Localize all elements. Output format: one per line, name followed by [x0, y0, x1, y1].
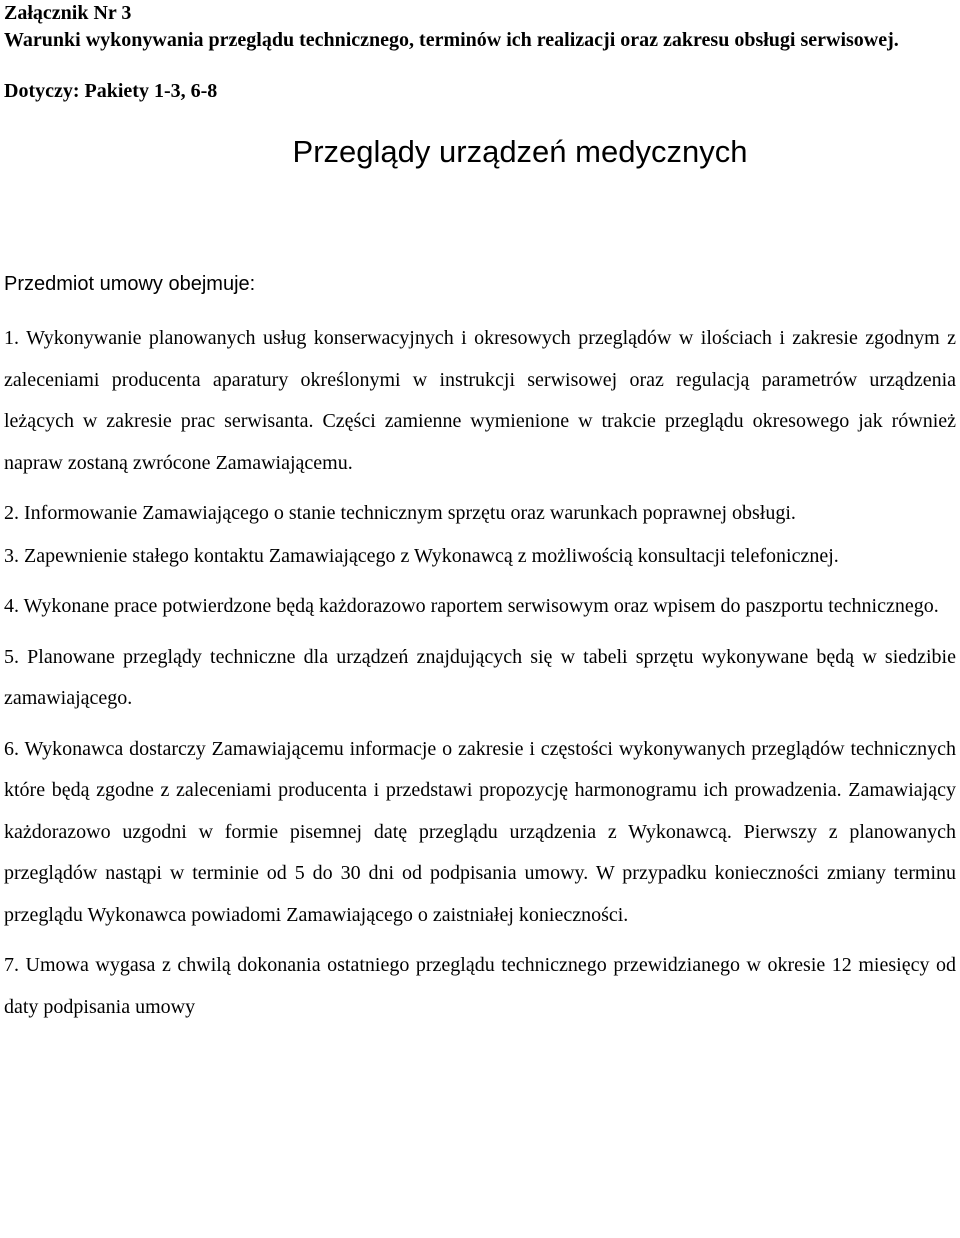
list-item: 2. Informowanie Zamawiającego o stanie technicznym sprzętu oraz warunkach poprawnej obsługi. — [4, 502, 796, 524]
subject-label: Przedmiot umowy obejmuje: — [4, 273, 256, 295]
conditions-list — [4, 318, 956, 1028]
list-item: 3. Zapewnienie stałego kontaktu Zamawiającego z Wykonawcą z możliwością konsultacji telefonicznej. — [4, 544, 839, 567]
main-title: Przeglądy urządzeń medycznych — [292, 134, 748, 169]
annex-label: Załącznik Nr 3 — [4, 2, 132, 24]
list-item: 5. Planowane przeglądy techniczne dla urządzeń znajdujących się w tabeli sprzętu wykonywane będą w siedzibie zamawiającego. — [4, 645, 956, 709]
list-item: 7. Umowa wygasa z chwilą dokonania ostatniego przeglądu technicznego przewidzianego w okresie 12 miesięcy od daty podpisania umowy — [4, 954, 956, 1018]
document-page — [4, 0, 956, 1029]
list-item: 1. Wykonywanie planowanych usług konserwacyjnych i okresowych przeglądów w ilościach i zakresie zgodnym z zaleceniami producenta aparatury określonymi w instrukcji serwisowej oraz regulacją parametrów urządzenia leżących w zakresie prac serwisanta. Części zamienne wymienione w trakcie przeglądu okresowego jak również napraw zostaną zwrócone Zamawiającemu. — [4, 327, 956, 474]
list-item: 4. Wykonane prace potwierdzone będą każdorazowo raportem serwisowym oraz wpisem do paszportu technicznego. — [4, 595, 939, 617]
list-item: 6. Wykonawca dostarczy Zamawiającemu informacje o zakresie i częstości wykonywanych przeglądów technicznych które będą zgodne z zaleceniami producenta i przedstawi propozycję harmonogramu ich prowadzenia. Zamawiający każdorazowo uzgodni w formie pisemnej datę przeglądu urządzenia z Wykonawcą. Pierwszy z planowanych przeglądów nastąpi w terminie od 5 do 30 dni od podpisania umowy. W przypadku konieczności zmiany terminu przeglądu Wykonawca powiadomi Zamawiającego o zaistniałej konieczności. — [4, 737, 956, 926]
document-header — [4, 0, 956, 54]
document-title: Warunki wykonywania przeglądu technicznego, terminów ich realizacji oraz zakresu obsługi serwisowej. — [4, 29, 899, 51]
applies-to: Dotyczy: Pakiety 1-3, 6-8 — [4, 80, 218, 102]
